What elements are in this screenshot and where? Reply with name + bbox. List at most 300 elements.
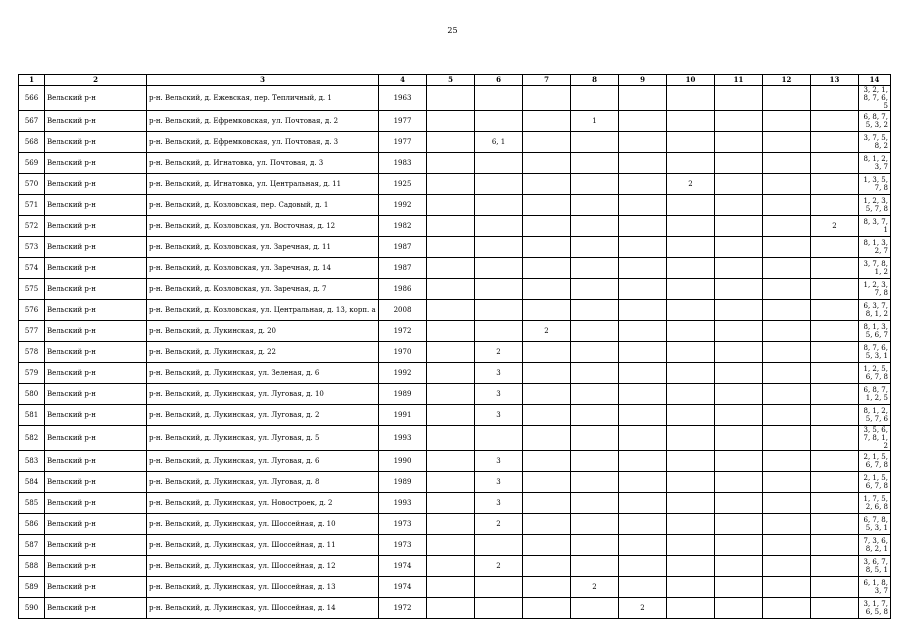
col10-cell — [667, 405, 715, 426]
col13-cell — [811, 237, 859, 258]
col5-cell — [427, 216, 475, 237]
col7-cell — [523, 342, 571, 363]
col8-cell: 2 — [571, 577, 619, 598]
col13-cell — [811, 426, 859, 451]
col10-cell — [667, 493, 715, 514]
col11-cell — [715, 451, 763, 472]
col5-cell — [427, 321, 475, 342]
row-number-cell: 571 — [19, 195, 45, 216]
col6-cell — [475, 111, 523, 132]
address-cell: р-н. Вельский, д. Лукинская, ул. Шоссейная, д. 12 — [147, 556, 379, 577]
col6-cell — [475, 279, 523, 300]
column-header: 2 — [45, 75, 147, 86]
district-cell: Вельский р-н — [45, 598, 147, 619]
col13-cell — [811, 493, 859, 514]
col12-cell — [763, 405, 811, 426]
col7-cell — [523, 237, 571, 258]
col9-cell — [619, 279, 667, 300]
table-row — [19, 363, 891, 384]
col14-cell: 8, 1, 2, 5, 7, 6 — [859, 405, 891, 426]
year-cell: 1982 — [379, 216, 427, 237]
col10-cell — [667, 535, 715, 556]
col7-cell — [523, 86, 571, 111]
year-cell: 1973 — [379, 514, 427, 535]
col11-cell — [715, 195, 763, 216]
table-row — [19, 279, 891, 300]
col10-cell — [667, 300, 715, 321]
table-row — [19, 174, 891, 195]
col13-cell — [811, 321, 859, 342]
table-row — [19, 598, 891, 619]
col14-cell: 1, 2, 3, 5, 7, 8 — [859, 195, 891, 216]
row-number-cell: 589 — [19, 577, 45, 598]
col12-cell — [763, 472, 811, 493]
col14-cell: 1, 7, 5, 2, 6, 8 — [859, 493, 891, 514]
table-row — [19, 426, 891, 451]
row-number-cell: 580 — [19, 384, 45, 405]
district-cell: Вельский р-н — [45, 514, 147, 535]
col7-cell — [523, 258, 571, 279]
district-cell: Вельский р-н — [45, 405, 147, 426]
col8-cell — [571, 216, 619, 237]
col14-cell: 8, 1, 2, 3, 7 — [859, 153, 891, 174]
col14-cell: 3, 6, 7, 8, 5, 1 — [859, 556, 891, 577]
col5-cell — [427, 556, 475, 577]
col7-cell — [523, 598, 571, 619]
col14-cell: 3, 7, 8, 1, 2 — [859, 258, 891, 279]
col10-cell: 2 — [667, 174, 715, 195]
column-header: 11 — [715, 75, 763, 86]
col11-cell — [715, 556, 763, 577]
col13-cell — [811, 258, 859, 279]
col10-cell — [667, 258, 715, 279]
year-cell: 1989 — [379, 384, 427, 405]
table-row — [19, 321, 891, 342]
col8-cell — [571, 384, 619, 405]
year-cell: 1963 — [379, 86, 427, 111]
col14-cell: 1, 2, 5, 6, 7, 8 — [859, 363, 891, 384]
col11-cell — [715, 279, 763, 300]
col8-cell — [571, 535, 619, 556]
col10-cell — [667, 451, 715, 472]
col8-cell — [571, 451, 619, 472]
col10-cell — [667, 577, 715, 598]
col9-cell — [619, 493, 667, 514]
table-row — [19, 153, 891, 174]
col8-cell — [571, 237, 619, 258]
col13-cell — [811, 195, 859, 216]
col10-cell — [667, 132, 715, 153]
year-cell: 1993 — [379, 426, 427, 451]
col12-cell — [763, 258, 811, 279]
row-number-cell: 588 — [19, 556, 45, 577]
col9-cell — [619, 472, 667, 493]
col7-cell — [523, 472, 571, 493]
col6-cell: 3 — [475, 363, 523, 384]
col7-cell — [523, 405, 571, 426]
col8-cell — [571, 472, 619, 493]
address-cell: р-н. Вельский, д. Козловская, ул. Заречная, д. 14 — [147, 258, 379, 279]
row-number-cell: 574 — [19, 258, 45, 279]
col9-cell — [619, 132, 667, 153]
row-number-cell: 577 — [19, 321, 45, 342]
col12-cell — [763, 132, 811, 153]
col14-cell: 6, 3, 7, 8, 1, 2 — [859, 300, 891, 321]
col9-cell — [619, 195, 667, 216]
col8-cell — [571, 86, 619, 111]
data-table — [18, 74, 891, 619]
col9-cell — [619, 514, 667, 535]
col11-cell — [715, 493, 763, 514]
col14-cell: 1, 2, 3, 7, 8 — [859, 279, 891, 300]
col14-cell: 8, 3, 7, 1 — [859, 216, 891, 237]
col5-cell — [427, 195, 475, 216]
col7-cell — [523, 132, 571, 153]
col9-cell — [619, 342, 667, 363]
row-number-cell: 575 — [19, 279, 45, 300]
table-row — [19, 132, 891, 153]
address-cell: р-н. Вельский, д. Лукинская, ул. Шоссейная, д. 10 — [147, 514, 379, 535]
col9-cell — [619, 153, 667, 174]
col7-cell — [523, 174, 571, 195]
col14-cell: 2, 1, 5, 6, 7, 8 — [859, 472, 891, 493]
col6-cell: 6, 1 — [475, 132, 523, 153]
col5-cell — [427, 535, 475, 556]
col9-cell — [619, 237, 667, 258]
col5-cell — [427, 86, 475, 111]
district-cell: Вельский р-н — [45, 472, 147, 493]
table-row — [19, 258, 891, 279]
col6-cell — [475, 300, 523, 321]
column-header: 1 — [19, 75, 45, 86]
year-cell: 1973 — [379, 535, 427, 556]
col11-cell — [715, 111, 763, 132]
district-cell: Вельский р-н — [45, 279, 147, 300]
address-cell: р-н. Вельский, д. Лукинская, ул. Луговая, д. 8 — [147, 472, 379, 493]
col12-cell — [763, 111, 811, 132]
col13-cell — [811, 556, 859, 577]
row-number-cell: 582 — [19, 426, 45, 451]
address-cell: р-н. Вельский, д. Лукинская, ул. Новостроек, д. 2 — [147, 493, 379, 514]
year-cell: 1993 — [379, 493, 427, 514]
col10-cell — [667, 321, 715, 342]
col12-cell — [763, 216, 811, 237]
col6-cell — [475, 258, 523, 279]
table-row — [19, 342, 891, 363]
col11-cell — [715, 384, 763, 405]
table-row — [19, 384, 891, 405]
row-number-cell: 578 — [19, 342, 45, 363]
col8-cell — [571, 426, 619, 451]
col9-cell — [619, 556, 667, 577]
col12-cell — [763, 153, 811, 174]
column-header: 8 — [571, 75, 619, 86]
col7-cell — [523, 514, 571, 535]
address-cell: р-н. Вельский, д. Козловская, ул. Заречная, д. 7 — [147, 279, 379, 300]
year-cell: 1987 — [379, 258, 427, 279]
district-cell: Вельский р-н — [45, 451, 147, 472]
col12-cell — [763, 514, 811, 535]
col12-cell — [763, 577, 811, 598]
year-cell: 1974 — [379, 556, 427, 577]
col11-cell — [715, 153, 763, 174]
col13-cell — [811, 384, 859, 405]
col12-cell — [763, 86, 811, 111]
address-cell: р-н. Вельский, д. Лукинская, ул. Шоссейная, д. 14 — [147, 598, 379, 619]
column-header: 3 — [147, 75, 379, 86]
col6-cell — [475, 237, 523, 258]
col11-cell — [715, 174, 763, 195]
col5-cell — [427, 342, 475, 363]
col7-cell — [523, 363, 571, 384]
col10-cell — [667, 556, 715, 577]
col8-cell — [571, 514, 619, 535]
col5-cell — [427, 237, 475, 258]
address-cell: р-н. Вельский, д. Лукинская, д. 22 — [147, 342, 379, 363]
col6-cell: 2 — [475, 556, 523, 577]
col8-cell: 1 — [571, 111, 619, 132]
col6-cell — [475, 598, 523, 619]
district-cell: Вельский р-н — [45, 216, 147, 237]
col9-cell — [619, 451, 667, 472]
district-cell: Вельский р-н — [45, 535, 147, 556]
row-number-cell: 583 — [19, 451, 45, 472]
header-row — [19, 75, 891, 86]
col9-cell — [619, 216, 667, 237]
col7-cell — [523, 195, 571, 216]
col8-cell — [571, 300, 619, 321]
col6-cell: 3 — [475, 451, 523, 472]
district-cell: Вельский р-н — [45, 426, 147, 451]
district-cell: Вельский р-н — [45, 195, 147, 216]
address-cell: р-н. Вельский, д. Ежевская, пер. Тепличный, д. 1 — [147, 86, 379, 111]
col10-cell — [667, 86, 715, 111]
col5-cell — [427, 111, 475, 132]
col14-cell: 8, 1, 3, 5, 6, 7 — [859, 321, 891, 342]
col8-cell — [571, 598, 619, 619]
col12-cell — [763, 363, 811, 384]
col7-cell — [523, 216, 571, 237]
col13-cell — [811, 514, 859, 535]
address-cell: р-н. Вельский, д. Козловская, пер. Садовый, д. 1 — [147, 195, 379, 216]
row-number-cell: 570 — [19, 174, 45, 195]
address-cell: р-н. Вельский, д. Козловская, ул. Заречная, д. 11 — [147, 237, 379, 258]
year-cell: 1974 — [379, 577, 427, 598]
col12-cell — [763, 451, 811, 472]
district-cell: Вельский р-н — [45, 363, 147, 384]
col11-cell — [715, 216, 763, 237]
row-number-cell: 586 — [19, 514, 45, 535]
col10-cell — [667, 514, 715, 535]
col7-cell — [523, 384, 571, 405]
col11-cell — [715, 342, 763, 363]
col8-cell — [571, 556, 619, 577]
col11-cell — [715, 321, 763, 342]
table-row — [19, 451, 891, 472]
col5-cell — [427, 514, 475, 535]
col8-cell — [571, 321, 619, 342]
year-cell: 1970 — [379, 342, 427, 363]
table-row — [19, 472, 891, 493]
col12-cell — [763, 195, 811, 216]
table-row — [19, 514, 891, 535]
column-header: 5 — [427, 75, 475, 86]
year-cell: 1972 — [379, 321, 427, 342]
year-cell: 1989 — [379, 472, 427, 493]
col7-cell — [523, 279, 571, 300]
col6-cell — [475, 216, 523, 237]
col8-cell — [571, 405, 619, 426]
col8-cell — [571, 363, 619, 384]
col9-cell — [619, 86, 667, 111]
col10-cell — [667, 279, 715, 300]
col5-cell — [427, 426, 475, 451]
row-number-cell: 569 — [19, 153, 45, 174]
col12-cell — [763, 300, 811, 321]
column-header: 10 — [667, 75, 715, 86]
address-cell: р-н. Вельский, д. Ефремковская, ул. Почтовая, д. 3 — [147, 132, 379, 153]
col5-cell — [427, 300, 475, 321]
col13-cell — [811, 174, 859, 195]
district-cell: Вельский р-н — [45, 132, 147, 153]
col5-cell — [427, 363, 475, 384]
col9-cell — [619, 363, 667, 384]
col14-cell: 6, 8, 7, 1, 2, 5 — [859, 384, 891, 405]
year-cell: 1983 — [379, 153, 427, 174]
col5-cell — [427, 577, 475, 598]
col14-cell: 3, 5, 6, 7, 8, 1, 2 — [859, 426, 891, 451]
col7-cell — [523, 451, 571, 472]
col9-cell — [619, 384, 667, 405]
col5-cell — [427, 405, 475, 426]
col13-cell — [811, 132, 859, 153]
col6-cell — [475, 321, 523, 342]
year-cell: 1991 — [379, 405, 427, 426]
col14-cell: 8, 7, 6, 5, 3, 1 — [859, 342, 891, 363]
col5-cell — [427, 451, 475, 472]
column-header: 6 — [475, 75, 523, 86]
address-cell: р-н. Вельский, д. Козловская, ул. Восточная, д. 12 — [147, 216, 379, 237]
row-number-cell: 590 — [19, 598, 45, 619]
row-number-cell: 568 — [19, 132, 45, 153]
col5-cell — [427, 279, 475, 300]
column-header: 4 — [379, 75, 427, 86]
table-row — [19, 86, 891, 111]
table-row — [19, 405, 891, 426]
row-number-cell: 585 — [19, 493, 45, 514]
year-cell: 1986 — [379, 279, 427, 300]
col9-cell — [619, 258, 667, 279]
col12-cell — [763, 321, 811, 342]
address-cell: р-н. Вельский, д. Игнатовка, ул. Почтовая, д. 3 — [147, 153, 379, 174]
row-number-cell: 572 — [19, 216, 45, 237]
col12-cell — [763, 174, 811, 195]
col7-cell — [523, 577, 571, 598]
year-cell: 1987 — [379, 237, 427, 258]
year-cell: 1990 — [379, 451, 427, 472]
row-number-cell: 584 — [19, 472, 45, 493]
year-cell: 1977 — [379, 111, 427, 132]
col8-cell — [571, 258, 619, 279]
col10-cell — [667, 342, 715, 363]
col9-cell — [619, 300, 667, 321]
col8-cell — [571, 132, 619, 153]
district-cell: Вельский р-н — [45, 556, 147, 577]
col12-cell — [763, 342, 811, 363]
column-header: 7 — [523, 75, 571, 86]
col7-cell — [523, 493, 571, 514]
col8-cell — [571, 153, 619, 174]
col10-cell — [667, 472, 715, 493]
col6-cell — [475, 86, 523, 111]
col7-cell — [523, 556, 571, 577]
district-cell: Вельский р-н — [45, 342, 147, 363]
column-header: 12 — [763, 75, 811, 86]
col5-cell — [427, 174, 475, 195]
table-body — [19, 86, 891, 619]
address-cell: р-н. Вельский, д. Лукинская, ул. Луговая, д. 5 — [147, 426, 379, 451]
address-cell: р-н. Вельский, д. Ефремковская, ул. Почтовая, д. 2 — [147, 111, 379, 132]
district-cell: Вельский р-н — [45, 153, 147, 174]
col14-cell: 1, 3, 5, 7, 8 — [859, 174, 891, 195]
col9-cell — [619, 405, 667, 426]
col12-cell — [763, 426, 811, 451]
col7-cell — [523, 535, 571, 556]
col9-cell — [619, 577, 667, 598]
col6-cell: 3 — [475, 384, 523, 405]
row-number-cell: 579 — [19, 363, 45, 384]
col11-cell — [715, 237, 763, 258]
col6-cell: 3 — [475, 405, 523, 426]
col8-cell — [571, 493, 619, 514]
table-row — [19, 493, 891, 514]
col14-cell: 3, 7, 5, 8, 2 — [859, 132, 891, 153]
col9-cell: 2 — [619, 598, 667, 619]
table-row — [19, 237, 891, 258]
col13-cell — [811, 86, 859, 111]
col6-cell — [475, 195, 523, 216]
col8-cell — [571, 195, 619, 216]
col13-cell — [811, 342, 859, 363]
col13-cell — [811, 472, 859, 493]
col6-cell — [475, 535, 523, 556]
district-cell: Вельский р-н — [45, 237, 147, 258]
col11-cell — [715, 535, 763, 556]
col14-cell: 3, 2, 1, 8, 7, 6, 5 — [859, 86, 891, 111]
district-cell: Вельский р-н — [45, 86, 147, 111]
col10-cell — [667, 598, 715, 619]
col10-cell — [667, 384, 715, 405]
address-cell: р-н. Вельский, д. Лукинская, ул. Луговая, д. 2 — [147, 405, 379, 426]
col13-cell — [811, 300, 859, 321]
column-header: 13 — [811, 75, 859, 86]
col6-cell — [475, 174, 523, 195]
address-cell: р-н. Вельский, д. Лукинская, д. 20 — [147, 321, 379, 342]
col6-cell: 3 — [475, 472, 523, 493]
col10-cell — [667, 195, 715, 216]
table-row — [19, 195, 891, 216]
col10-cell — [667, 237, 715, 258]
row-number-cell: 581 — [19, 405, 45, 426]
col13-cell — [811, 111, 859, 132]
col10-cell — [667, 426, 715, 451]
col6-cell — [475, 577, 523, 598]
district-cell: Вельский р-н — [45, 493, 147, 514]
table-row — [19, 111, 891, 132]
year-cell: 2008 — [379, 300, 427, 321]
row-number-cell: 573 — [19, 237, 45, 258]
district-cell: Вельский р-н — [45, 577, 147, 598]
